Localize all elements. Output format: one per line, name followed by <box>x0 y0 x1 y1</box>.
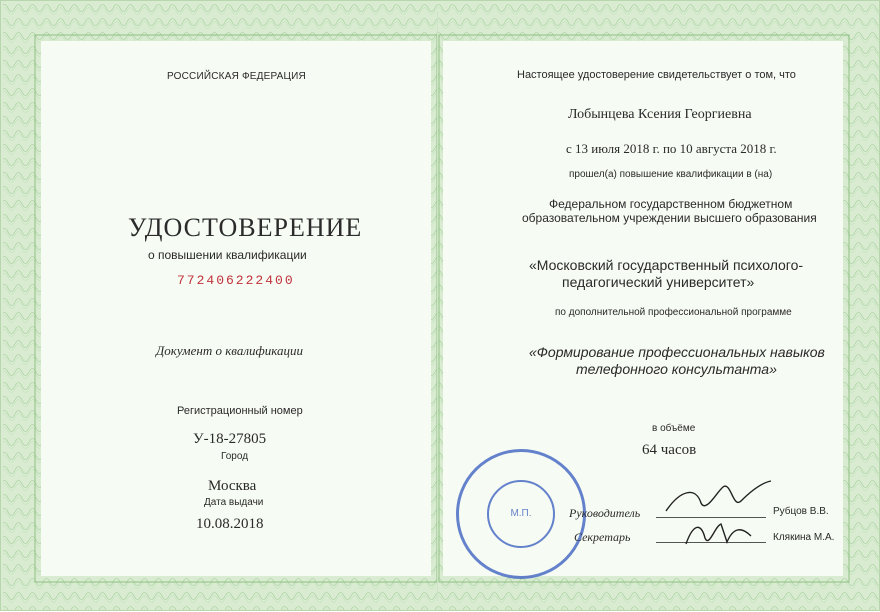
seal-mp-label: М.П. <box>510 508 532 519</box>
org-line-2: образовательном учреждении высшего образования <box>522 211 817 225</box>
head-name: Рубцов В.В. <box>773 506 829 517</box>
secretary-name: Клякина М.А. <box>773 532 835 543</box>
org-line-1: Федеральном государственном бюджетном <box>549 197 793 211</box>
head-signature <box>661 479 781 519</box>
fold-line <box>437 11 438 601</box>
document-subtitle: о повышении квалификации <box>148 248 307 262</box>
city-label: Город <box>221 451 249 462</box>
document-title: УДОСТОВЕРЕНИЕ <box>128 213 363 242</box>
secretary-label: Секретарь <box>574 530 631 544</box>
holder-name: Лобынцева Ксения Георгиевна <box>568 107 752 122</box>
registration-label: Регистрационный номер <box>177 405 303 417</box>
program-line-1: «Формирование профессиональных навыков <box>529 344 825 360</box>
university-line-2: педагогический университет» <box>562 274 755 290</box>
document-type: Документ о квалификации <box>156 343 303 358</box>
left-page <box>41 41 431 576</box>
university-line-1: «Московский государственный психолого- <box>529 257 804 273</box>
program-label: по дополнительной профессиональной программе <box>555 307 792 318</box>
issue-date-label: Дата выдачи <box>204 497 264 508</box>
volume-label: в объёме <box>652 423 696 434</box>
certificate-number: 772406222400 <box>177 273 295 288</box>
city-value: Москва <box>208 478 257 494</box>
official-seal <box>456 449 586 579</box>
program-line-2: телефонного консультанта» <box>576 361 777 377</box>
registration-number: У-18-27805 <box>193 431 267 447</box>
head-label: Руководитель <box>569 506 641 520</box>
passed-text: прошел(а) повышение квалификации в (на) <box>569 169 773 180</box>
hours-value: 64 часов <box>642 442 697 458</box>
intro-text: Настоящее удостоверение свидетельствует о том, что <box>517 69 796 81</box>
secretary-signature <box>681 516 761 551</box>
issue-date: 10.08.2018 <box>196 516 264 532</box>
country-label: РОССИЙСКАЯ ФЕДЕРАЦИЯ <box>167 71 306 82</box>
study-period: с 13 июля 2018 г. по 10 августа 2018 г. <box>566 141 777 156</box>
